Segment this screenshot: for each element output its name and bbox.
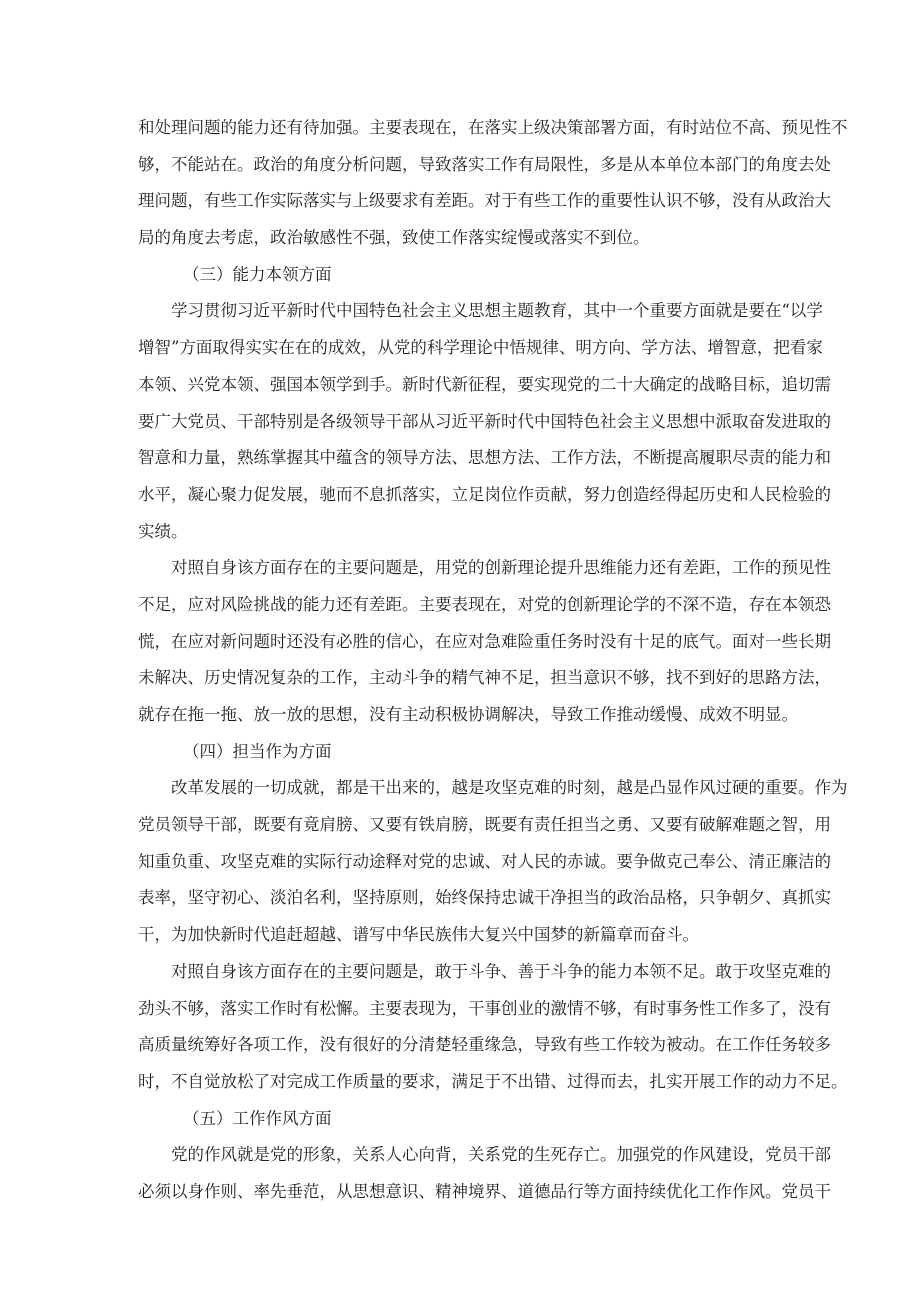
paragraph xyxy=(138,954,848,1101)
text-line: 对照自身该方面存在的主要问题是，敢于斗争、善于斗争的能力本领不足。敢于攻坚克难的 xyxy=(171,961,831,981)
section-heading-5 xyxy=(138,1101,782,1138)
text-line: 理问题，有些工作实际落实与上级要求有差距。对于有些工作的重要性认识不够，没有从政治大 xyxy=(138,191,831,211)
text-line: 表率，坚守初心、淡泊名利，坚持原则，始终保持忠诚干净担当的政治品格，只争朝夕、真抓实 xyxy=(138,888,831,908)
heading-text: （四）担当作为方面 xyxy=(183,741,332,761)
text-line: 高质量统筹好各项工作，没有很好的分清楚轻重缘急，导致有些工作较为被动。在工作任务较多 xyxy=(138,1035,831,1055)
text-line: 党员领导干部，既要有竟肩膀、又要有铁肩膀，既要有责任担当之勇、又要有破解难题之智，用 xyxy=(138,815,831,835)
text-line: 局的角度去考虑，政治敏感性不强，致使工作落实绽慢或落实不到位。 xyxy=(138,228,650,248)
text-line: 增智”方面取得实实在在的成效，从党的科学理论中悟规律、明方向、学方法、增智意，把看家 xyxy=(138,338,823,358)
text-line: 知重负重、攻坚克难的实际行动途释对党的忠诚、对人民的赤诚。要争做克己奉公、清正廉洁的 xyxy=(138,851,831,871)
text-line: 党的作风就是党的形象，关系人心向背，关系党的生死存亡。加强党的作风建设，党员干部 xyxy=(171,1145,831,1165)
text-line: 水平，凝心聚力促发展，驰而不息抓落实，立足岗位作贡献，努力创造经得起历史和人民检验的 xyxy=(138,484,831,504)
text-line: 就存在拖一拖、放一放的思想，没有主动积极协调解决，导致工作推动缓慢、成效不明显。 xyxy=(138,705,798,724)
text-line: 学习贯彻习近平新时代中国特色社会主义思想主题教育，其中一个重要方面就是要在“以学 xyxy=(171,301,823,321)
text-line: 干，为加快新时代追赶超越、谱写中华民族伟大复兴中国梦的新篇章而奋斗。 xyxy=(138,925,699,945)
text-line: 和处理问题的能力还有待加强。主要表现在，在落实上级决策部署方面，有时站位不高、预见性不 xyxy=(138,118,848,137)
text-line: 劲头不够，落实工作时有松懈。主要表现为，干事创业的激情不够，有时事务性工作多了，没有 xyxy=(138,998,831,1018)
paragraph xyxy=(138,1137,831,1210)
text-line: 改革发展的一切成就，都是干出来的，越是攻坚克难的时刻，越是凸显作风过硬的重要。作为 xyxy=(171,778,848,798)
text-line: 本领、兴党本领、强国本领学到手。新时代新征程，要实现党的二十大确定的战略目标，追切需 xyxy=(138,374,831,394)
text-line: 不足，应对风险挑战的能力还有差距。主要表现在，对党的创新理论学的不深不造，存在本领恐 xyxy=(138,594,831,614)
heading-text: （三）能力本领方面 xyxy=(183,264,332,284)
section-heading-4 xyxy=(138,734,782,771)
document-page xyxy=(138,110,848,1211)
text-line: 对照自身该方面存在的主要问题是，用党的创新理论提升思维能力还有差距，工作的预见性 xyxy=(171,558,831,578)
heading-text: （五）工作作风方面 xyxy=(183,1108,332,1128)
text-line: 时，不自觉放松了对完成工作质量的要求，满足于不出错、过得而去，扎实开展工作的动力不足。 xyxy=(138,1071,848,1091)
text-line: 慌，在应对新问题时还没有必胜的信心，在应对急难险重任务时没有十足的底气。面对一些长期 xyxy=(138,631,831,651)
section-heading-3 xyxy=(138,257,782,294)
paragraph xyxy=(138,293,831,550)
text-line: 未解决、历史情况复杂的工作，主动斗争的精气神不足，担当意识不够，找不到好的思路方法， xyxy=(138,668,831,688)
text-line: 实绩。 xyxy=(138,521,188,541)
paragraph xyxy=(138,110,848,257)
paragraph xyxy=(138,550,831,733)
text-line: 必须以身作则、率先垂范，从思想意识、精神境界、道德品行等方面持续优化工作作风。党员干 xyxy=(138,1181,831,1201)
paragraph xyxy=(138,770,848,953)
text-line: 要广大党员、干部特别是各级领导干部从习近平新时代中国特色社会主义思想中派取奋发进取的 xyxy=(138,411,831,431)
text-line: 智意和力量，熟练掌握其中蕴含的领导方法、思想方法、工作方法，不断提高履职尽责的能力和 xyxy=(138,448,831,468)
text-line: 够，不能站在。政治的角度分析问题，导致落实工作有局限性，多是从本单位本部门的角度去处 xyxy=(138,154,831,174)
